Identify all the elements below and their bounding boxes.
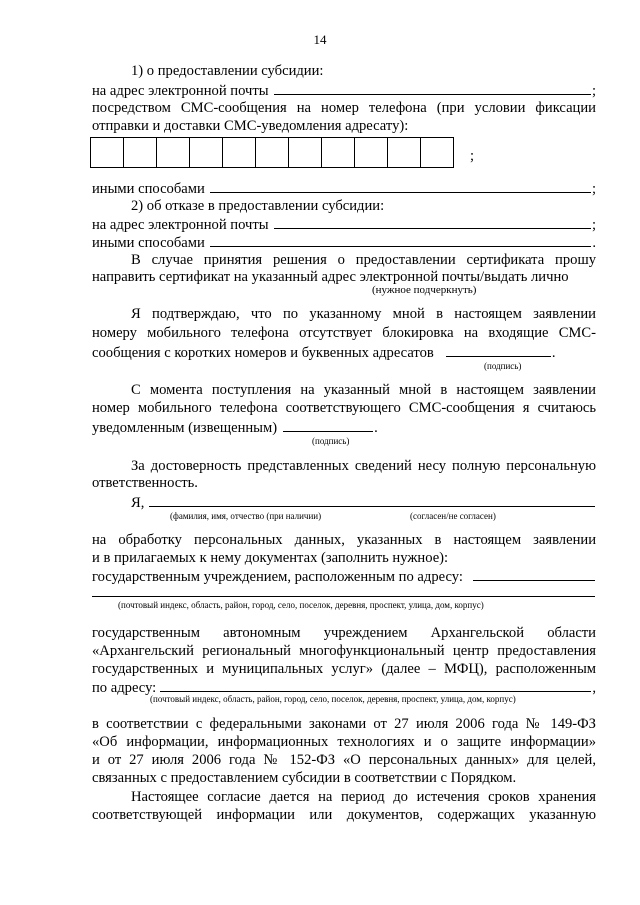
phone-digit-cell[interactable] — [90, 137, 124, 168]
consent-address-line[interactable] — [92, 596, 595, 597]
refusal-email-field[interactable] — [274, 215, 591, 229]
grant-sms-line2: отправки и доставки СМС-уведомления адресату): — [92, 118, 409, 134]
notified-period: . — [374, 420, 378, 436]
refusal-email-label: на адрес электронной почты — [92, 217, 269, 233]
phone-digit-cell[interactable] — [255, 137, 289, 168]
phone-digit-cell[interactable] — [189, 137, 223, 168]
consent-name-row — [131, 493, 596, 512]
confirm-line3: сообщения с коротких номеров и буквенных адресатов — [92, 345, 434, 361]
grant-sms-line1: посредством СМС-сообщения на номер телефона (при условии фиксации — [92, 100, 596, 116]
law-line1: в соответствии с федеральными законами от 27 июля 2006 года № 149-ФЗ — [92, 716, 596, 732]
grant-other-label: иными способами — [92, 181, 205, 197]
notified-signature-field[interactable] — [283, 418, 373, 432]
confirm-line1: Я подтверждаю, что по указанному мной в настоящем заявлении — [131, 306, 596, 322]
law-line3: и от 27 июля 2006 года № 152-ФЗ «О персональных данных» для целей, — [92, 752, 596, 768]
grant-email-row — [92, 81, 596, 100]
consent-line3: государственным учреждением, расположенным по адресу: — [92, 569, 463, 585]
consent-line1: на обработку персональных данных, указанных в настоящем заявлении — [92, 532, 596, 548]
mfc-line2: «Архангельский региональный многофункциональный центр предоставления — [92, 643, 596, 659]
certificate-line1: В случае принятия решения о предоставлении сертификата прошу — [131, 252, 596, 268]
consent-line3-row — [92, 567, 596, 586]
consent-agree-caption: (согласен/не согласен) — [410, 511, 496, 521]
confirm-period: . — [551, 345, 556, 361]
mfc-comma: , — [592, 680, 596, 696]
certificate-note: (нужное подчеркнуть) — [372, 284, 477, 296]
phone-cells-semicolon: ; — [470, 148, 475, 164]
refusal-email-row — [92, 215, 596, 234]
consent-i-label: Я, — [131, 495, 145, 511]
grant-email-semicolon: ; — [591, 83, 596, 99]
grant-other-semicolon: ; — [591, 181, 596, 197]
consent-name-caption: (фамилия, имя, отчество (при наличии) — [170, 511, 322, 521]
phone-digit-cell[interactable] — [354, 137, 388, 168]
refusal-email-semicolon: ; — [591, 217, 596, 233]
phone-digit-cell[interactable] — [321, 137, 355, 168]
grant-heading: 1) о предоставлении субсидии: — [131, 63, 324, 79]
grant-email-field[interactable] — [274, 81, 591, 95]
mfc-address-caption: (почтовый индекс, область, район, город, село, поселок, деревня, проспект, улица, дом, корпус) — [150, 694, 516, 704]
grant-other-field[interactable] — [210, 179, 591, 193]
responsibility-line1: За достоверность представленных сведений несу полную персональную — [131, 458, 596, 474]
phone-digit-cell[interactable] — [123, 137, 157, 168]
mfc-line4: по адресу: — [92, 680, 157, 696]
refusal-heading: 2) об отказе в предоставлении субсидии: — [131, 198, 385, 214]
confirm-signature-caption: (подпись) — [484, 361, 522, 371]
consent-address-field[interactable] — [473, 567, 595, 581]
page-number: 14 — [313, 32, 327, 47]
law-line4: связанных с предоставлением субсидии в соответствии с Порядком. — [92, 770, 517, 786]
phone-number-cells — [90, 137, 454, 168]
consent-address-caption: (почтовый индекс, область, район, город, село, поселок, деревня, проспект, улица, дом, корпус) — [118, 600, 484, 610]
responsibility-line2: ответственность. — [92, 475, 198, 491]
period-line1: Настоящее согласие дается на период до истечения сроков хранения — [131, 789, 596, 805]
refusal-other-period: . — [592, 235, 596, 251]
grant-other-row — [92, 179, 596, 198]
notified-line2: номер мобильного телефона соответствующего СМС-сообщения я считаюсь — [92, 400, 596, 416]
notified-signature-caption: (подпись) — [312, 436, 350, 446]
confirm-line2: номеру мобильного телефона отсутствует блокировка на входящие СМС- — [92, 325, 596, 341]
certificate-line2: направить сертификат на указанный адрес электронной почты/выдать лично — [92, 269, 569, 285]
law-line2: «Об информации, информационных технологиях и о защите информации» — [92, 734, 596, 750]
confirm-signature-field[interactable] — [446, 343, 551, 357]
consent-line2: и в прилагаемых к нему документах (заполнить нужное): — [92, 550, 449, 566]
phone-digit-cell[interactable] — [156, 137, 190, 168]
mfc-line3: государственных и муниципальных услуг» (далее – МФЦ), расположенным — [92, 661, 596, 677]
confirm-line3-row — [92, 343, 596, 362]
phone-digit-cell[interactable] — [288, 137, 322, 168]
grant-email-label: на адрес электронной почты — [92, 83, 269, 99]
notified-line1: С момента поступления на указанный мной в настоящем заявлении — [131, 382, 596, 398]
refusal-other-row — [92, 233, 596, 252]
refusal-other-label: иными способами — [92, 235, 205, 251]
refusal-other-field[interactable] — [210, 233, 592, 247]
mfc-address-field[interactable] — [160, 678, 591, 692]
mfc-line1: государственным автономным учреждением Архангельской области — [92, 625, 596, 641]
notified-line3: уведомленным (извещенным) — [92, 420, 278, 436]
phone-digit-cell[interactable] — [222, 137, 256, 168]
phone-digit-cell[interactable] — [387, 137, 421, 168]
consent-name-field[interactable] — [149, 493, 595, 507]
phone-digit-cell[interactable] — [420, 137, 454, 168]
notified-line3-row — [92, 418, 596, 437]
period-line2: соответствующей информации или документов, содержащих указанную — [92, 807, 596, 823]
